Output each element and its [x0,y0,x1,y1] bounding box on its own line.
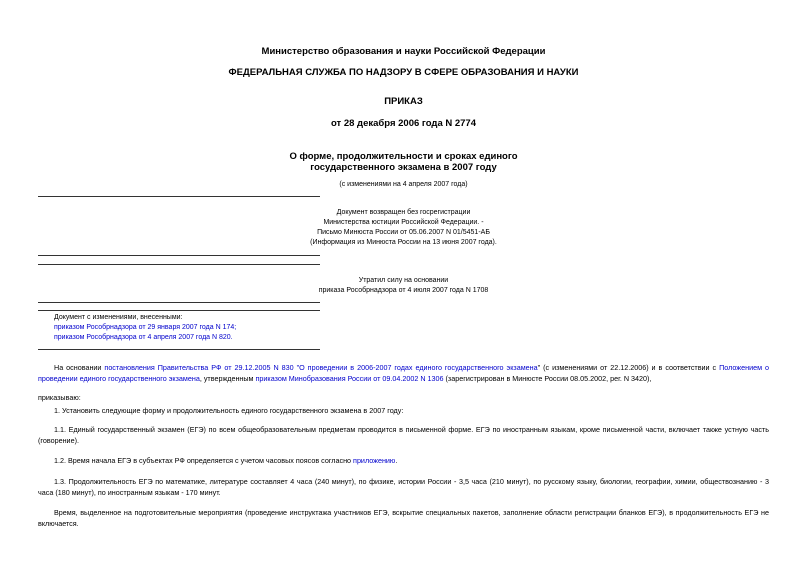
paragraph-item-1-2 [38,455,769,466]
paragraph-item-1-1: 1.1. Единый государственный экзамен (ЕГЭ) по всем общеобразовательным предметам проводится в письменной форме. ЕГЭ по иностранным языкам, кроме письменной части, включает также устную часть (говорение). [38,425,769,445]
note-returned-line2: Министерства юстиции Российской Федерации. - [323,219,484,226]
paragraph-prep-time: Время, выделенное на подготовительные мероприятия (проведение инструктажа участников ЕГЭ, вскрытие специальных пакетов, заполнение области регистрации бланков ЕГЭ), в продолжительность ЕГЭ не включается. [38,508,769,528]
changes-link-820[interactable]: приказом Рособрнадзора от 4 апреля 2007 года N 820. [54,334,233,341]
paragraph-basis [38,362,769,384]
paragraph-text: (зарегистрирован в Минюсте России 08.05.2002, рег. N 3420), [443,374,652,383]
note-returned-line4: (Информация из Минюста России на 13 июня 2007 года). [310,239,497,246]
paragraph-text: 1.2. Время начала ЕГЭ в субъектах РФ определяется с учетом часовых поясов согласно [54,456,354,465]
document-date: от 28 декабря 2006 года N 2774 [330,118,476,129]
note-returned-line3: Письмо Минюста России от 05.06.2007 N 01/5451-АБ [317,229,490,236]
amendments-note: (с изменениями на 4 апреля 2007 года) [339,181,468,188]
exam-regulation-link[interactable]: Положением о проведении единого государственного экзамена [38,363,770,383]
ministry-name: Министерство образования и науки Российской Федерации [261,46,546,57]
paragraph-text: На основании [54,363,105,372]
paragraph-text: . [395,456,398,465]
paragraph-text: , утвержденным [199,374,256,383]
changes-link-174[interactable]: приказом Рособрнадзора от 29 января 2007 года N 174; [54,324,237,331]
note-returned-line1: Документ возвращен без госрегистрации [336,209,471,216]
divider [38,196,320,197]
order-1306-link[interactable]: приказом Минобразования России от 09.04.2002 N 1306 [255,374,444,383]
paragraph-item-1: 1. Установить следующие форму и продолжительность единого государственного экзамена в 2007 году: [54,406,404,415]
document-title-line2: государственного экзамена в 2007 году [310,162,497,173]
divider [38,302,320,303]
note-repealed-line2: приказа Рособрнадзора от 4 июля 2007 года N 1708 [318,287,489,294]
divider [38,264,320,265]
appendix-link[interactable]: приложению [353,456,396,465]
paragraph-text: " (с изменениями от 22.12.2006) и в соответствии с [537,363,720,372]
service-name: ФЕДЕРАЛЬНАЯ СЛУЖБА ПО НАДЗОРУ В СФЕРЕ ОБРАЗОВАНИЯ И НАУКИ [228,67,579,78]
document-type: ПРИКАЗ [384,96,423,107]
note-repealed-line1: Утратил силу на основании [358,277,449,284]
paragraph-order: приказываю: [38,393,81,402]
divider [38,310,320,311]
changes-label: Документ с изменениями, внесенными: [54,314,183,321]
document-title-line1: О форме, продолжительности и сроках единого [289,151,518,162]
divider [38,255,320,256]
decree-830-link[interactable]: постановления Правительства РФ от 29.12.2005 N 830 "О проведении в 2006-2007 годах единого государственного экзамена [104,363,538,372]
divider [38,349,320,350]
paragraph-item-1-3: 1.3. Продолжительность ЕГЭ по математике, литературе составляет 4 часа (240 минут), по физике, истории России - 3,5 часа (210 минут), по русскому языку, биологии, географии, химии, обществознанию - 3 часа (180 минут), по иностранным языкам - 170 минут. [38,477,769,497]
